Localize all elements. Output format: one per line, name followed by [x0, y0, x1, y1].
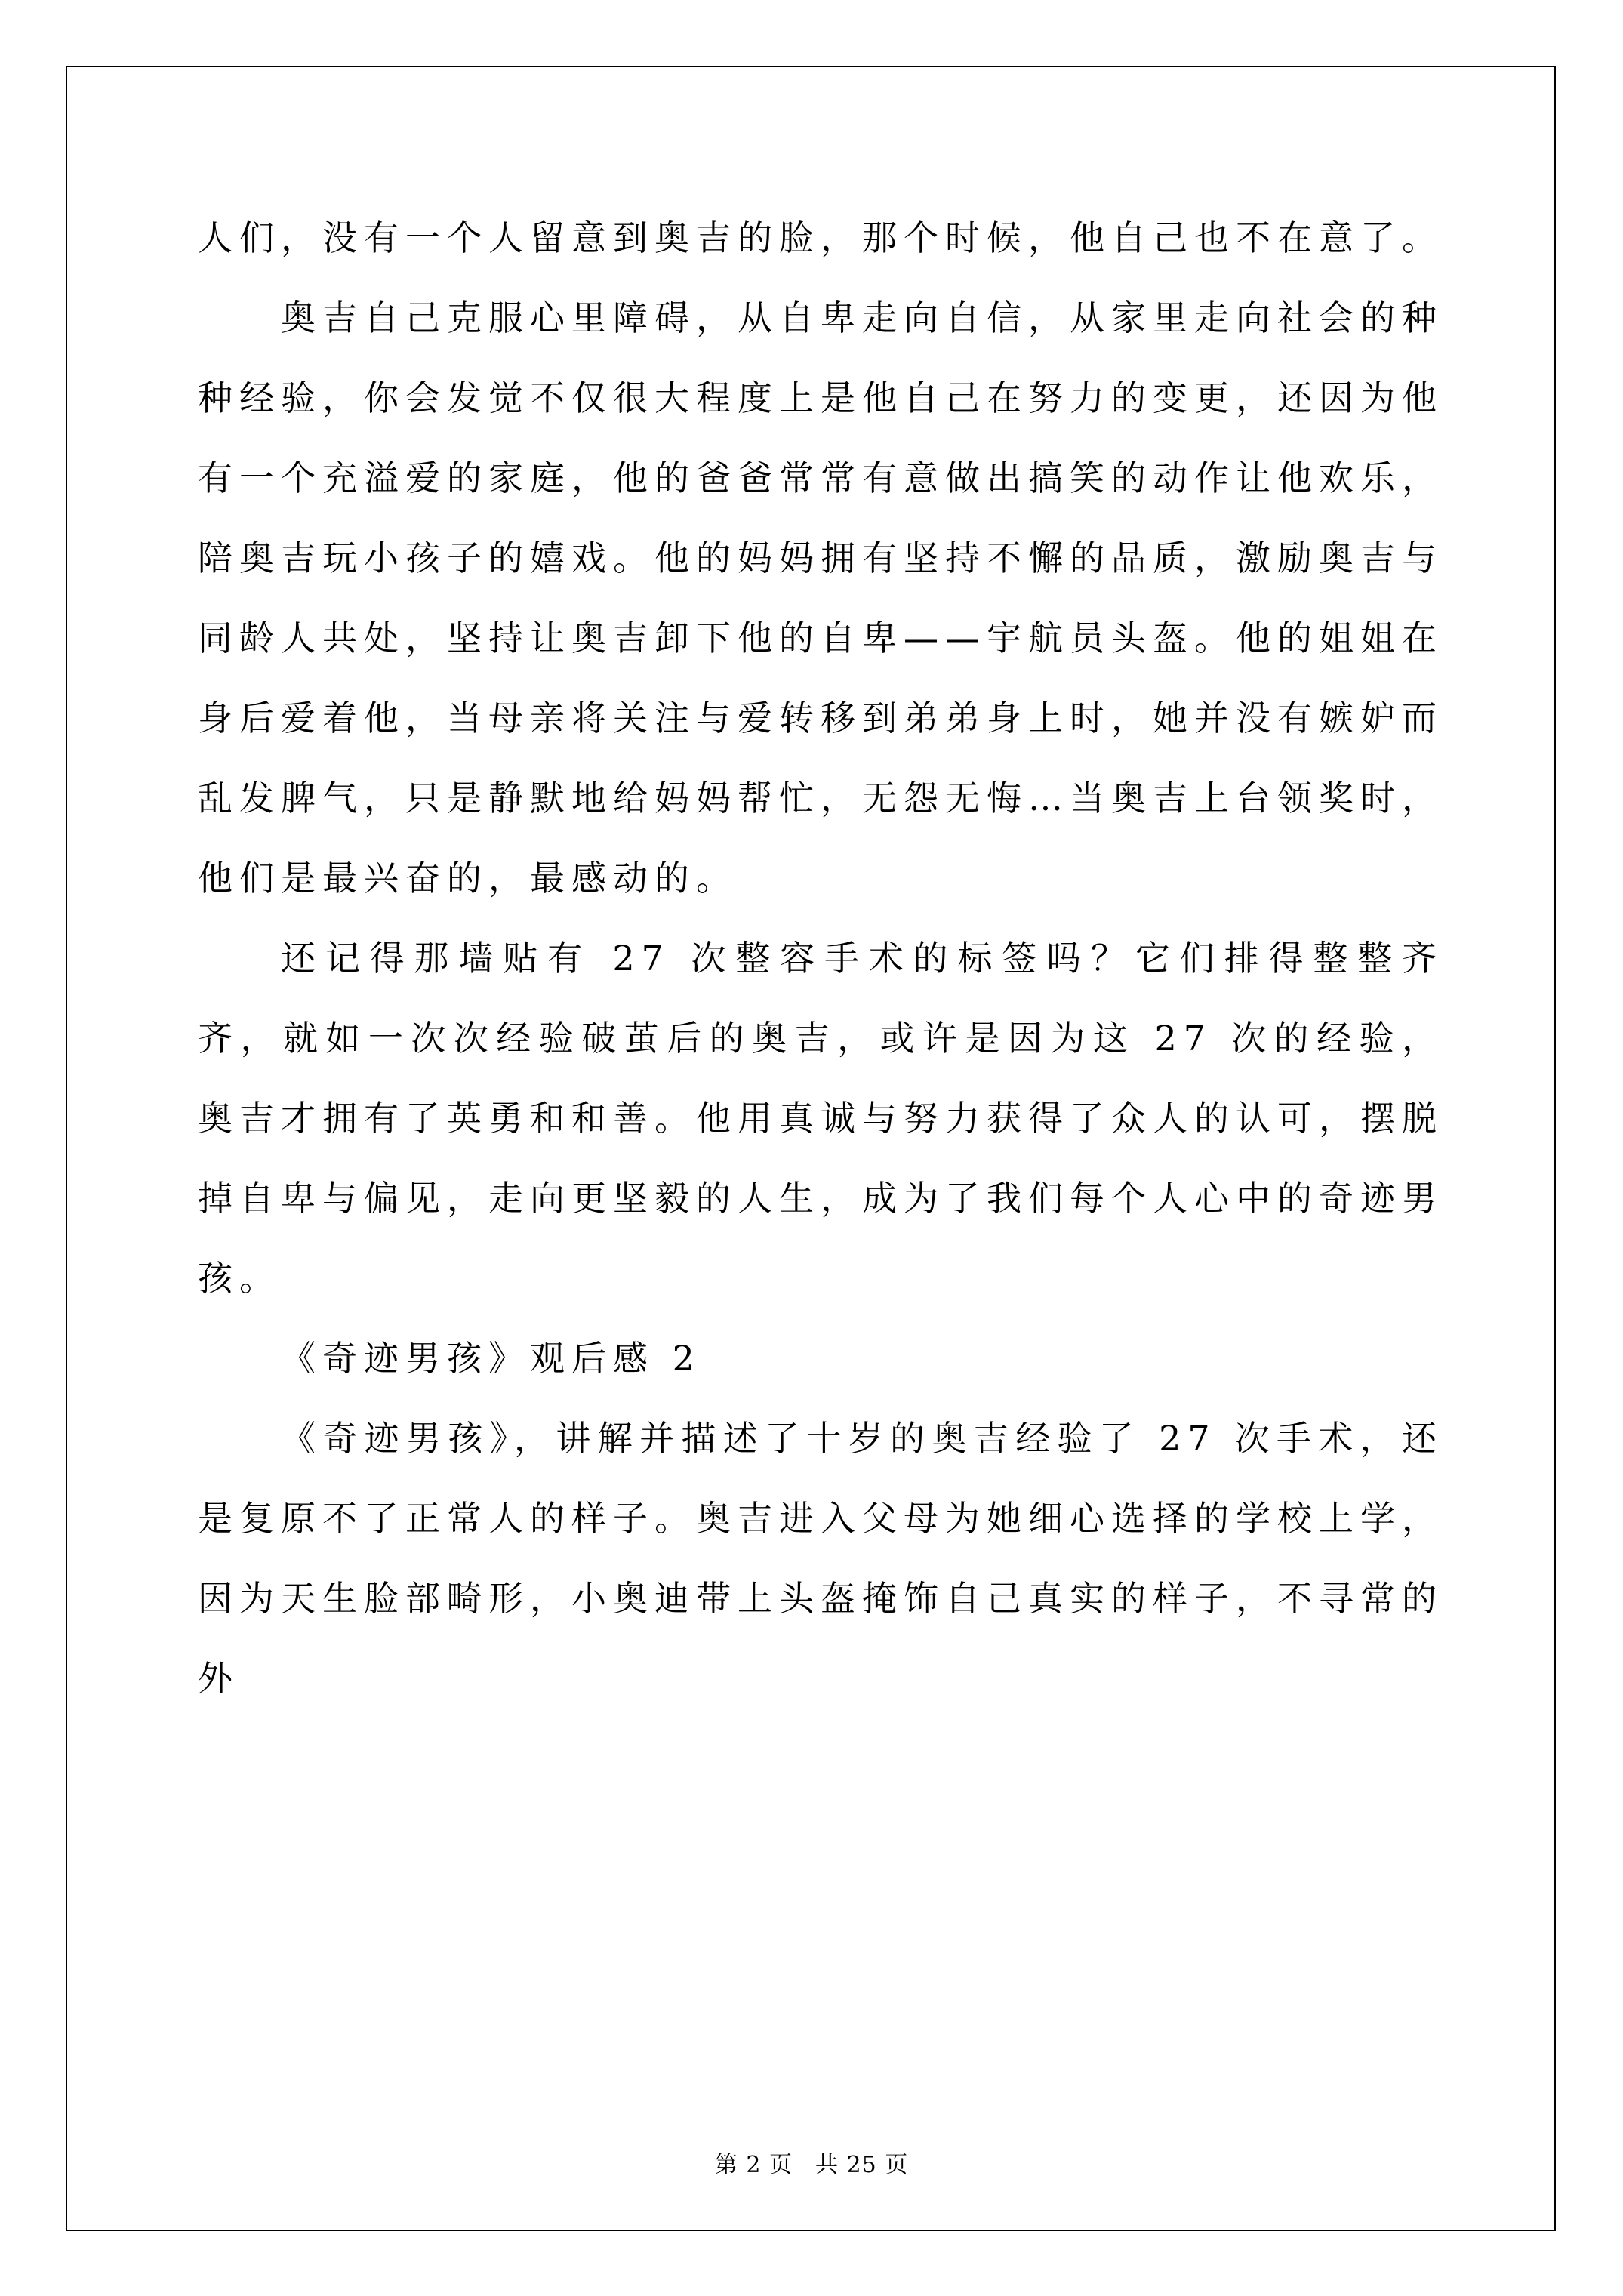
page-total: 共 25 页 — [815, 2152, 909, 2178]
paragraph-3: 还记得那墙贴有 27 次整容手术的标签吗？它们排得整整齐齐，就如一次次经验破茧后的奥吉，或许是因为这 27 次的经验，奥吉才拥有了英勇和和善。他用真诚与努力获得了众人的认可，摆脱掉自卑与偏见，走向更坚毅的人生，成为了我们每个人心中的奇迹男孩。 — [198, 938, 1443, 1299]
paragraph-4: 《奇迹男孩》，讲解并描述了十岁的奥吉经验了 27 次手术，还是复原不了正常人的样子。奥吉进入父母为她细心选择的学校上学，因为天生脸部畸形，小奥迪带上头盔掩饰自己真实的样子，不寻常的外 — [198, 1418, 1443, 1699]
paragraph-1: 人们，没有一个人留意到奥吉的脸，那个时候，他自己也不在意了。 — [198, 217, 1443, 258]
page-footer — [0, 2150, 1623, 2180]
paragraph-2: 奥吉自己克服心里障碍，从自卑走向自信，从家里走向社会的种种经验，你会发觉不仅很大程度上是他自己在努力的变更，还因为他有一个充溢爱的家庭，他的爸爸常常有意做出搞笑的动作让他欢乐，陪奥吉玩小孩子的嬉戏。他的妈妈拥有坚持不懈的品质，激励奥吉与同龄人共处，坚持让奥吉卸下他的自卑——宇航员头盔。他的姐姐在身后爱着他，当母亲将关注与爱转移到弟弟身上时，她并没有嫉妒而乱发脾气，只是静默地给妈妈帮忙，无怨无悔…当奥吉上台领奖时，他们是最兴奋的，最感动的。 — [198, 297, 1443, 898]
section-heading: 《奇迹男孩》观后感 2 — [281, 1338, 701, 1379]
page-number: 第 2 页 — [714, 2152, 793, 2178]
document-body — [198, 198, 1443, 1718]
